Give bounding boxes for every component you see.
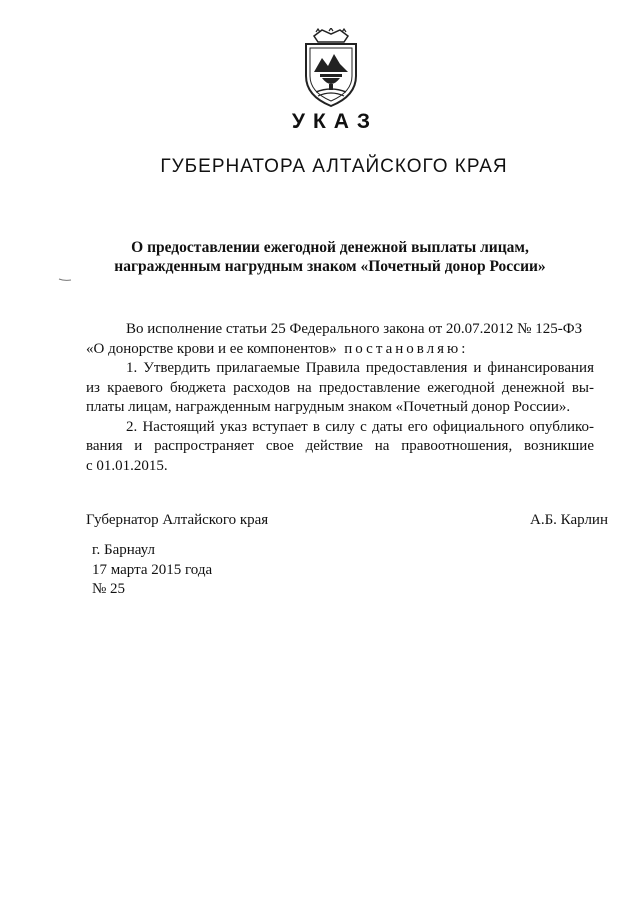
preamble-line: Во исполнение статьи 25 Федерального закона от 20.07.2012 № 125-ФЗ <box>126 321 583 337</box>
decree-word: постановляю: <box>344 340 469 357</box>
item-line: 1. Утвердить прилагаемые Правила предоставления и финансирования <box>126 360 594 376</box>
decree-subject <box>100 238 560 276</box>
preamble-text: «О донорстве крови и ее компонентов» <box>86 340 337 357</box>
preamble-line <box>86 340 594 360</box>
item-line: из краевого бюджета расходов на предоставление ежегодной денежной вы- <box>86 379 594 396</box>
item-line: платы лицам, награжденным нагрудным знаком «Почетный донор России». <box>86 399 571 415</box>
decree-body <box>86 320 594 476</box>
subject-line: награжденным нагрудным знаком «Почетный донор России» <box>114 258 546 275</box>
city: г. Барнаул <box>92 542 155 558</box>
item-line: вания и распространяет свое действие на правоотношения, возникшие <box>86 438 594 454</box>
item-line: 2. Настоящий указ вступает в силу с даты его официального опублико- <box>126 418 594 435</box>
signatory-name: А.Б. Карлин <box>529 512 608 528</box>
signatory-title: Губернатор Алтайского края <box>86 512 269 528</box>
coat-of-arms-icon <box>296 28 366 108</box>
issuer-title: ГУБЕРНАТОРА АЛТАЙСКОГО КРАЯ <box>160 156 508 177</box>
date: 17 марта 2015 года <box>92 561 213 578</box>
stray-mark <box>58 270 72 276</box>
decree-number: № 25 <box>92 581 126 597</box>
place-date-block <box>92 541 212 600</box>
item-line: с 01.01.2015. <box>86 457 168 474</box>
document-type: УКАЗ <box>291 110 379 133</box>
subject-line: О предоставлении ежегодной денежной выплаты лицам, <box>131 239 529 256</box>
